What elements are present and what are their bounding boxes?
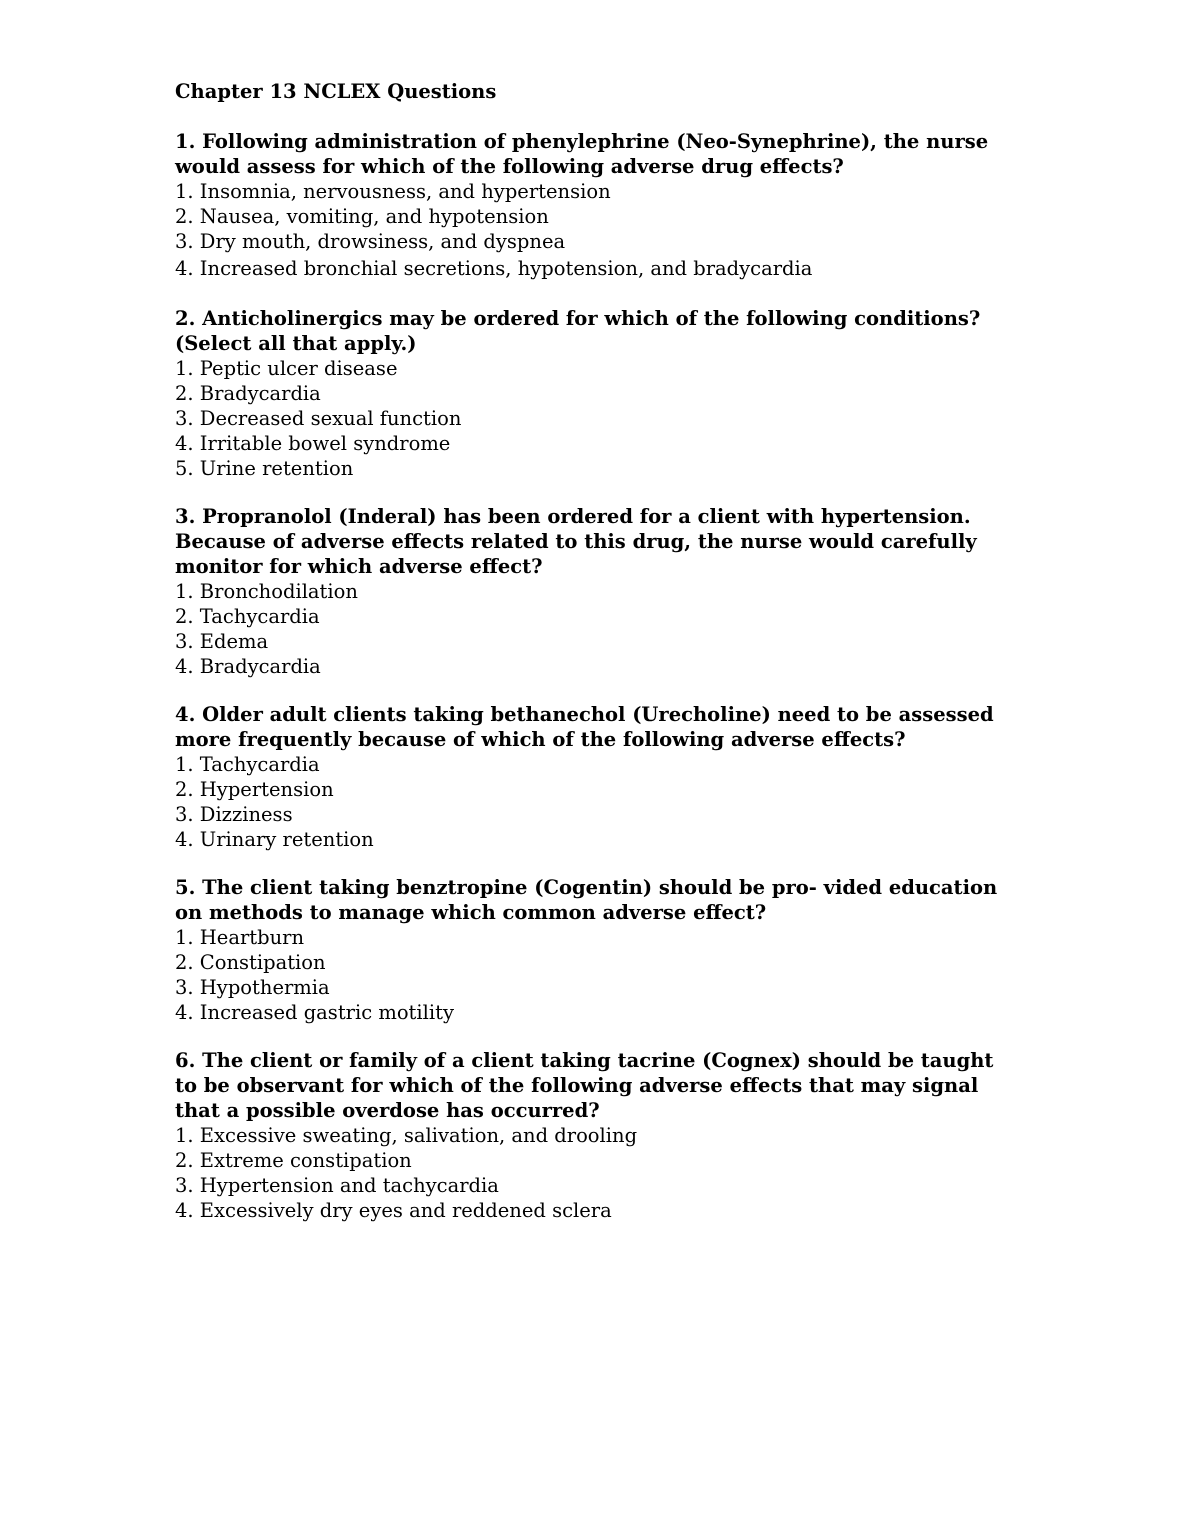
answer-option: 4. Bradycardia [175,655,321,678]
answer-option: 3. Hypertension and tachycardia [175,1174,499,1197]
answer-option: 3. Dizziness [175,803,293,826]
document-page [175,79,1015,1246]
answer-option: 2. Bradycardia [175,382,321,405]
answer-options [175,356,1015,481]
question-text: 4. Older adult clients taking bethanechol (Urecholine) need to be assessed more frequently because of which of the following adverse effects? [175,703,994,751]
document-title: Chapter 13 NCLEX Questions [175,80,497,103]
answer-option: 4. Increased gastric motility [175,1001,454,1024]
answer-option: 3. Edema [175,630,269,653]
answer-option: 3. Dry mouth, drowsiness, and dyspnea [175,230,566,253]
answer-option: 5. Urine retention [175,457,354,480]
answer-options [175,752,1015,852]
answer-option: 2. Hypertension [175,778,334,801]
answer-option: 4. Irritable bowel syndrome [175,432,451,455]
answer-options [175,579,1015,679]
question-2 [175,306,1015,481]
question-text: 5. The client taking benztropine (Cogentin) should be pro- vided education on methods to manage which common adverse effect? [175,876,998,924]
answer-options [175,925,1015,1025]
answer-option: 2. Nausea, vomiting, and hypotension [175,205,549,228]
answer-option: 1. Bronchodilation [175,580,358,603]
question-text: 1. Following administration of phenylephrine (Neo-Synephrine), the nurse would assess for which of the following adverse drug effects? [175,130,989,178]
answer-option: 1. Peptic ulcer disease [175,357,398,380]
question-1 [175,129,1015,283]
answer-options [175,1123,1015,1223]
answer-option: 1. Excessive sweating, salivation, and drooling [175,1124,638,1147]
question-text: 3. Propranolol (Inderal) has been ordered for a client with hypertension. Because of adverse effects related to this drug, the nurse would carefully monitor for which adverse effect? [175,505,977,578]
answer-option: 1. Tachycardia [175,753,320,776]
answer-option: 4. Increased bronchial secretions, hypotension, and bradycardia [175,257,813,280]
answer-option: 2. Constipation [175,951,326,974]
question-6 [175,1048,1015,1223]
question-text: 6. The client or family of a client taking tacrine (Cognex) should be taught to be observant for which of the following adverse effects that may signal that a possible overdose has occurred? [175,1049,994,1122]
answer-option: 4. Excessively dry eyes and reddened sclera [175,1199,612,1222]
answer-option: 2. Extreme constipation [175,1149,412,1172]
question-3 [175,504,1015,679]
answer-option: 3. Decreased sexual function [175,407,462,430]
answer-option: 3. Hypothermia [175,976,330,999]
answer-option: 2. Tachycardia [175,605,320,628]
question-4 [175,702,1015,852]
answer-option: 1. Insomnia, nervousness, and hypertension [175,180,611,203]
question-text: 2. Anticholinergics may be ordered for which of the following conditions? (Select all that apply.) [175,307,981,355]
answer-option: 1. Heartburn [175,926,305,949]
answer-option: 4. Urinary retention [175,828,374,851]
question-5 [175,875,1015,1025]
answer-options [175,179,1015,283]
